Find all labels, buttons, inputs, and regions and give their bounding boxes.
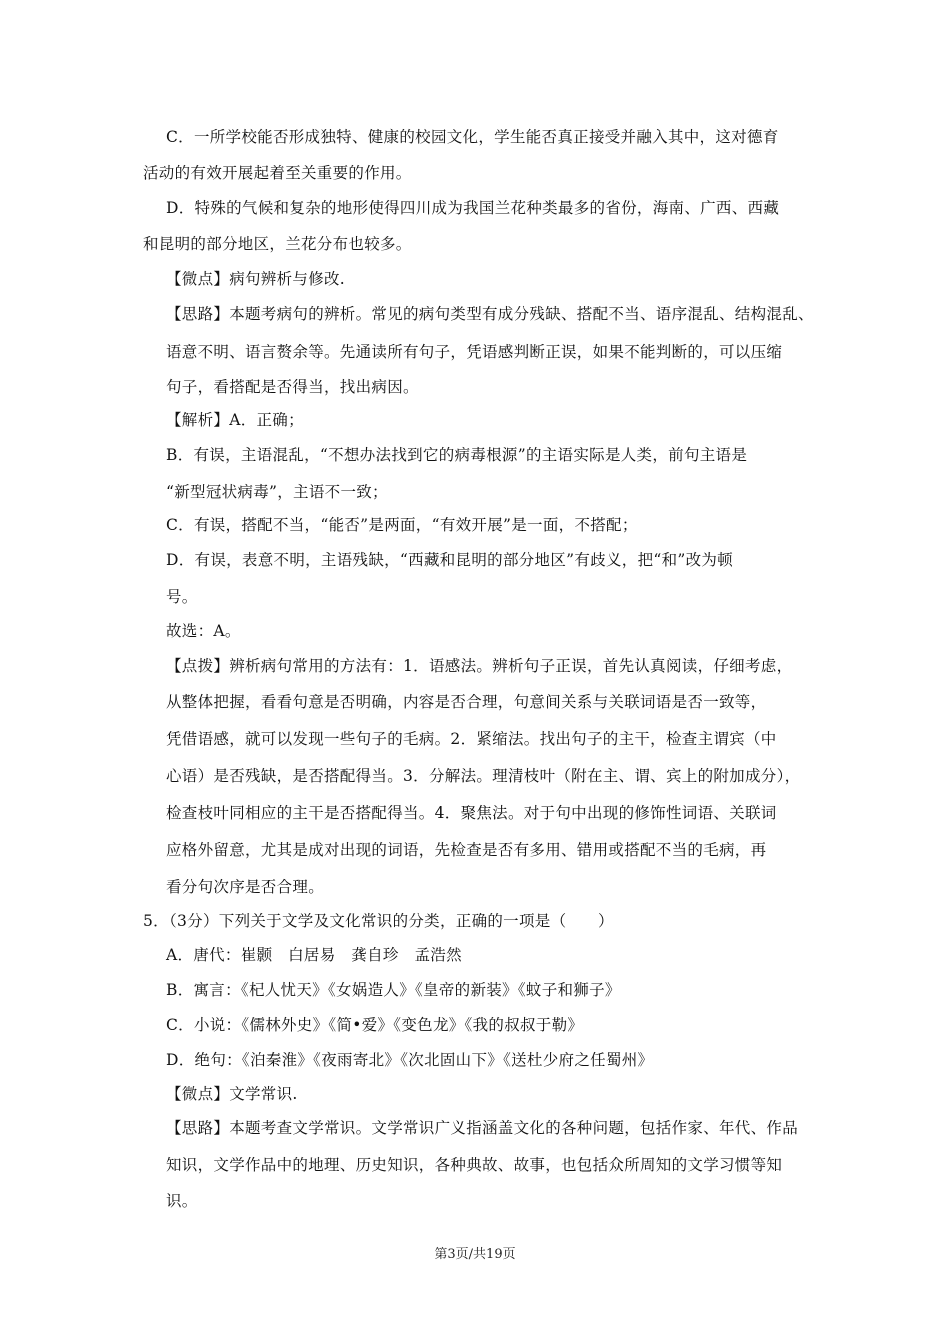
q5-silu-line-3: 识。 <box>166 1192 198 1210</box>
silu-line-2: 语意不明、语言赘余等。先通读所有句子，凭语感判断正误，如果不能判断的，可以压缩 <box>166 343 783 361</box>
question-5-option-c: C．小说：《儒林外史》《简•爱》《变色龙》《我的叔叔于勒》 <box>166 1016 584 1034</box>
dianbo-line-1: 【点拨】辨析病句常用的方法有：1．语感法。辨析句子正误，首先认真阅读，仔细考虑， <box>166 657 793 675</box>
option-c-line-1: C．一所学校能否形成独特、健康的校园文化，学生能否真正接受并融入其中，这对德育 <box>166 128 779 146</box>
option-c-line-2: 活动的有效开展起着至关重要的作用。 <box>143 164 412 182</box>
silu-line-1: 【思路】本题考病句的辨析。常见的病句类型有成分残缺、搭配不当、语序混乱、结构混乱、 <box>166 305 814 323</box>
dianbo-line-6: 应格外留意，尤其是成对出现的词语，先检查是否有多用、错用或搭配不当的毛病，再 <box>166 841 767 859</box>
question-5-option-a: A．唐代：崔颢 白居易 龚自珍 孟浩然 <box>166 946 462 964</box>
jiexi-b-line-1: B．有误，主语混乱，“不想办法找到它的病毒根源”的主语实际是人类，前句主语是 <box>166 446 748 464</box>
question-5-stem: 5．（3分）下列关于文学及文化常识的分类，正确的一项是（ ） <box>143 912 614 930</box>
silu-line-3: 句子，看搭配是否得当，找出病因。 <box>166 378 419 396</box>
question-5-option-d: D．绝句：《泊秦淮》《夜雨寄北》《次北固山下》《送杜少府之任蜀州》 <box>166 1051 654 1069</box>
q5-silu-line-2: 知识，文学作品中的地理、历史知识，各种典故、故事，也包括众所周知的文学习惯等知 <box>166 1156 783 1174</box>
question-5-option-b: B．寓言：《杞人忧天》《女娲造人》《皇帝的新装》《蚊子和狮子》 <box>166 981 621 999</box>
dianbo-line-4: 心语）是否残缺，是否搭配得当。3．分解法。理清枝叶（附在主、谓、宾上的附加成分）， <box>166 767 801 785</box>
dianbo-line-5: 检查枝叶同相应的主干是否搭配得当。4．聚焦法。对于句中出现的修饰性词语、关联词 <box>166 804 777 822</box>
jiexi-d-line-2: 号。 <box>166 588 198 606</box>
weidian-heading: 【微点】病句辨析与修改. <box>166 270 346 288</box>
dianbo-line-2: 从整体把握，看看句意是否明确，内容是否合理，句意间关系与关联词语是否一致等， <box>166 693 767 711</box>
dianbo-line-3: 凭借语感，就可以发现一些句子的毛病。2．紧缩法。找出句子的主干，检查主谓宾（中 <box>166 730 777 748</box>
option-d-line-1: D．特殊的气候和复杂的地形使得四川成为我国兰花种类最多的省份，海南、广西、西藏 <box>166 199 780 217</box>
jiexi-d-line-1: D．有误，表意不明，主语残缺，“西藏和昆明的部分地区”有歧义，把“和”改为顿 <box>166 551 734 569</box>
answer-line: 故选：A。 <box>166 622 241 640</box>
option-d-line-2: 和昆明的部分地区，兰花分布也较多。 <box>143 235 412 253</box>
jiexi-line-1: 【解析】A．正确； <box>166 411 304 429</box>
jiexi-b-line-2: “新型冠状病毒”，主语不一致； <box>166 483 388 501</box>
q5-silu-line-1: 【思路】本题考查文学常识。文学常识广义指涵盖文化的各种问题，包括作家、年代、作品 <box>166 1119 799 1137</box>
jiexi-c-line: C．有误，搭配不当，“能否”是两面，“有效开展”是一面，不搭配； <box>166 516 638 534</box>
page-footer: 第3页/共19页 <box>434 1247 516 1262</box>
q5-weidian-heading: 【微点】文学常识. <box>166 1085 298 1103</box>
dianbo-line-7: 看分句次序是否合理。 <box>166 878 325 896</box>
